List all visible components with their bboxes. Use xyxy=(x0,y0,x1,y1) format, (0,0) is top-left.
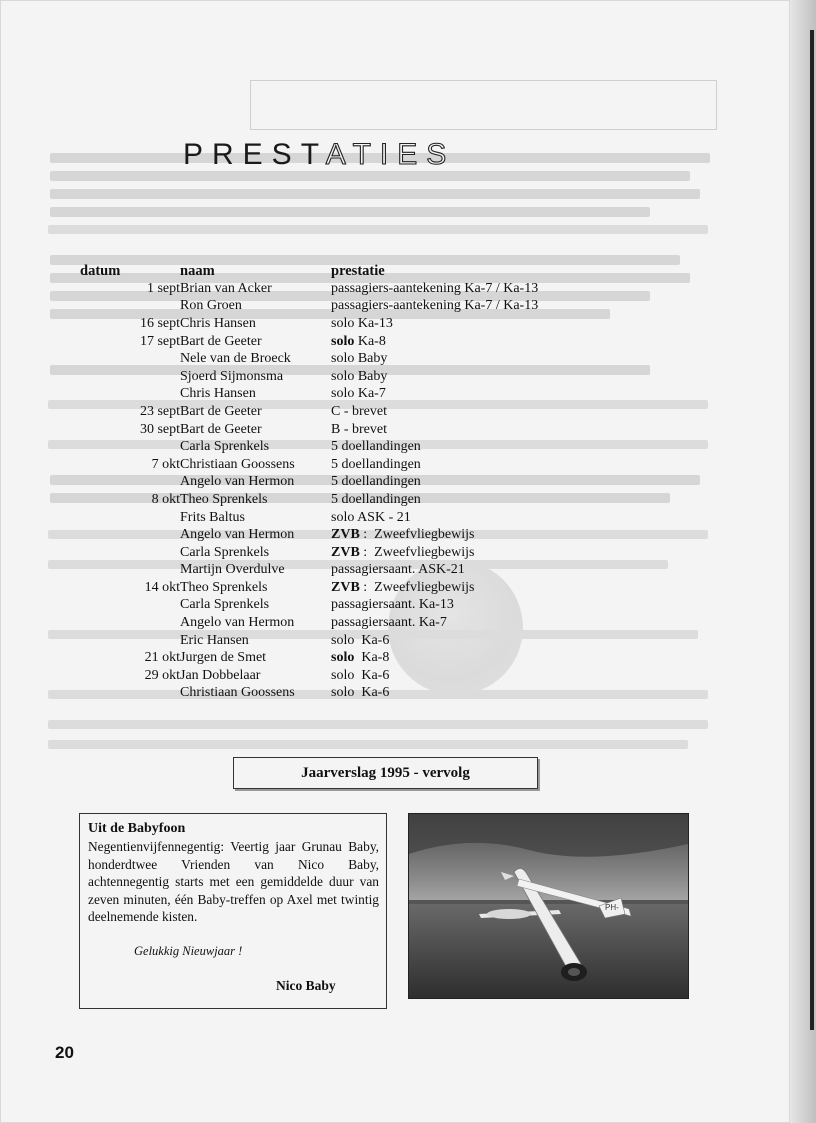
row-performance xyxy=(331,649,571,667)
row-date xyxy=(80,597,180,615)
row-date xyxy=(80,562,180,580)
performance-table xyxy=(80,262,571,702)
table-row xyxy=(80,685,571,703)
section-heading-box xyxy=(233,757,538,789)
table-row xyxy=(80,597,571,615)
table-row xyxy=(80,298,571,316)
table-row xyxy=(80,403,571,421)
babyfoon-title: Uit de Babyfoon xyxy=(88,821,186,836)
row-performance-emphasis: solo xyxy=(331,650,355,666)
title-solid-part: PREST xyxy=(183,138,326,171)
binding-bar xyxy=(810,30,814,1030)
row-performance: passagiers-aantekening Ka-7 / Ka-13 xyxy=(331,298,539,314)
row-name: Frits Baltus xyxy=(180,509,245,525)
row-name: Chris Hansen xyxy=(180,315,256,331)
row-performance: C - brevet xyxy=(331,403,387,419)
row-name: Nele van de Broeck xyxy=(180,351,291,367)
row-date xyxy=(80,350,180,368)
row-name: Bart de Geeter xyxy=(180,421,262,437)
row-name: Ron Groen xyxy=(180,298,242,314)
bleed-through-line xyxy=(48,720,708,729)
table-header-row xyxy=(80,262,571,280)
table-row xyxy=(80,544,571,562)
glider-photo xyxy=(408,813,689,999)
column-header-performance: prestatie xyxy=(331,262,385,279)
row-performance: passagiersaant. Ka-13 xyxy=(331,597,454,613)
row-date xyxy=(80,526,180,544)
row-name: Jan Dobbelaar xyxy=(180,667,261,683)
table-row xyxy=(80,368,571,386)
row-name: Sjoerd Sijmonsma xyxy=(180,368,284,384)
bleed-through-line xyxy=(48,740,688,749)
row-date: 29 okt xyxy=(144,667,180,683)
table-body xyxy=(80,280,571,702)
row-name: Jurgen de Smet xyxy=(180,650,267,666)
row-performance-text: : Zweefvliegbewijs xyxy=(359,544,475,560)
bleed-through-line xyxy=(50,189,700,199)
table-row xyxy=(80,579,571,597)
row-date xyxy=(80,614,180,632)
row-performance-emphasis: ZVB xyxy=(331,544,360,560)
table-row xyxy=(80,614,571,632)
row-name: Angelo van Hermon xyxy=(180,615,295,631)
table-row xyxy=(80,421,571,439)
glider-registration: PH- xyxy=(605,903,619,912)
row-performance xyxy=(331,333,571,351)
table-row xyxy=(80,280,571,298)
table-row xyxy=(80,438,571,456)
title-outline-part: ATIES xyxy=(325,138,456,171)
row-date xyxy=(80,386,180,404)
table-row xyxy=(80,456,571,474)
row-performance-text: Ka-8 xyxy=(354,650,390,666)
row-performance xyxy=(331,544,571,562)
column-header-date: datum xyxy=(80,262,121,279)
row-performance-text: Ka-8 xyxy=(354,333,386,349)
row-date: 14 okt xyxy=(144,579,180,595)
row-performance-text: : Zweefvliegbewijs xyxy=(359,527,475,543)
table-row xyxy=(80,632,571,650)
row-name: Angelo van Hermon xyxy=(180,527,295,543)
row-performance: solo Ka-6 xyxy=(331,632,390,648)
section-heading: Jaarverslag 1995 - vervolg xyxy=(301,764,470,781)
row-performance xyxy=(331,526,571,544)
row-performance: solo Ka-7 xyxy=(331,386,386,402)
row-name: Eric Hansen xyxy=(180,632,249,648)
row-name: Theo Sprenkels xyxy=(180,579,268,595)
table-row xyxy=(80,491,571,509)
bleed-through-line xyxy=(50,171,690,181)
row-performance: B - brevet xyxy=(331,421,387,437)
row-performance-emphasis: ZVB xyxy=(331,579,360,595)
row-name: Angelo van Hermon xyxy=(180,474,295,490)
babyfoon-signature: Nico Baby xyxy=(276,978,336,993)
row-performance: passagiers-aantekening Ka-7 / Ka-13 xyxy=(331,280,539,296)
row-date xyxy=(80,509,180,527)
page-number: 20 xyxy=(55,1043,74,1062)
row-performance: 5 doellandingen xyxy=(331,456,421,472)
table-row xyxy=(80,333,571,351)
bleed-through-line xyxy=(48,225,708,234)
row-date xyxy=(80,368,180,386)
row-name: Bart de Geeter xyxy=(180,403,262,419)
table-row xyxy=(80,315,571,333)
row-name: Martijn Overdulve xyxy=(180,562,285,578)
row-date: 30 sept xyxy=(139,421,180,437)
row-date xyxy=(80,474,180,492)
table-row xyxy=(80,649,571,667)
table-row xyxy=(80,526,571,544)
row-date: 23 sept xyxy=(139,403,180,419)
row-date xyxy=(80,438,180,456)
row-performance-emphasis: solo xyxy=(331,333,355,349)
table-row xyxy=(80,350,571,368)
row-performance: solo Ka-6 xyxy=(331,685,390,701)
row-performance: passagiersaant. Ka-7 xyxy=(331,615,447,631)
column-header-name: naam xyxy=(180,262,215,279)
row-name: Brian van Acker xyxy=(180,280,272,296)
row-name: Carla Sprenkels xyxy=(180,439,270,455)
babyfoon-box xyxy=(79,813,387,1009)
row-date: 1 sept xyxy=(146,280,180,296)
row-name: Christiaan Goossens xyxy=(180,685,295,701)
row-performance-text: : Zweefvliegbewijs xyxy=(359,579,475,595)
row-date: 17 sept xyxy=(139,333,180,349)
table-row xyxy=(80,509,571,527)
row-performance: solo Baby xyxy=(331,368,388,384)
row-date xyxy=(80,685,180,703)
row-date xyxy=(80,632,180,650)
table-row xyxy=(80,386,571,404)
row-date xyxy=(80,298,180,316)
row-date: 7 okt xyxy=(151,456,180,472)
row-date: 8 okt xyxy=(151,491,180,507)
row-name: Bart de Geeter xyxy=(180,333,262,349)
row-date xyxy=(80,544,180,562)
bleed-through-line xyxy=(50,207,650,217)
row-name: Chris Hansen xyxy=(180,386,256,402)
row-performance-emphasis: ZVB xyxy=(331,527,360,543)
babyfoon-text: Negentienvijfennegentig: Veertig jaar Grunau Baby, honderdtwee Vrienden van Nico Baby, achtennegentig starts met een gemiddelde duur van zeven minuten, één Baby-treffen op Axel met twintig deelnemende kisten. xyxy=(88,839,379,925)
row-name: Carla Sprenkels xyxy=(180,597,270,613)
row-performance xyxy=(331,579,571,597)
row-performance: solo Ka-13 xyxy=(331,315,393,331)
glider-photo-icon xyxy=(409,814,688,998)
row-performance: 5 doellandingen xyxy=(331,474,421,490)
table-row xyxy=(80,474,571,492)
row-name: Christiaan Goossens xyxy=(180,456,295,472)
row-performance: solo Ka-6 xyxy=(331,667,390,683)
page-title xyxy=(183,138,455,172)
row-name: Theo Sprenkels xyxy=(180,491,268,507)
row-performance: passagiersaant. ASK-21 xyxy=(331,562,465,578)
row-date: 16 sept xyxy=(139,315,180,331)
row-date: 21 okt xyxy=(144,650,180,666)
row-performance: 5 doellandingen xyxy=(331,491,421,507)
row-name: Carla Sprenkels xyxy=(180,544,270,560)
table-row xyxy=(80,562,571,580)
row-performance: 5 doellandingen xyxy=(331,439,421,455)
table-row xyxy=(80,667,571,685)
row-performance: solo ASK - 21 xyxy=(331,509,411,525)
row-performance: solo Baby xyxy=(331,351,388,367)
bleed-through-box xyxy=(250,80,717,130)
babyfoon-wish: Gelukkig Nieuwjaar ! xyxy=(134,944,243,958)
